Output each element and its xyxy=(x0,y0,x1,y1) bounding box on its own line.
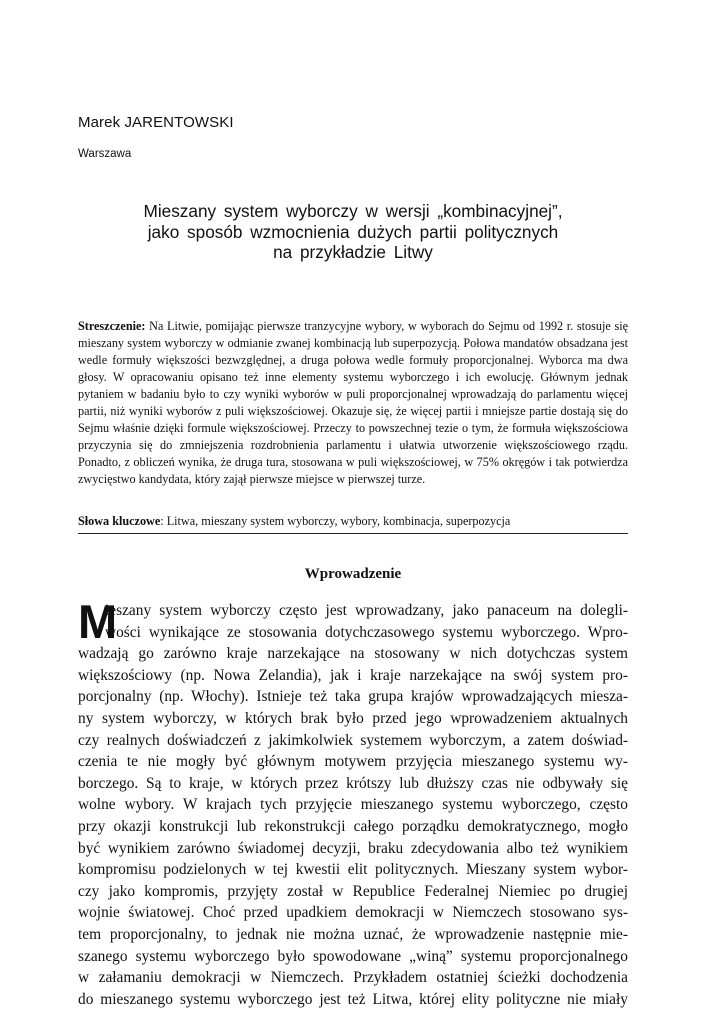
body-line: porcjonalny (np. Włochy). Istnieje też taka grupa krajów wprowadzających miesza- xyxy=(78,688,628,706)
body-line: kompromisu podzielonych w tej kwestii elit politycznych. Mieszany system wybor- xyxy=(78,861,628,879)
body-line: czy jako kompromis, przyjęty został w Republice Federalnej Niemiec po drugiej xyxy=(78,882,628,900)
body-line: ny system wyborczy, w których brak było przed jego wprowadzeniem aktualnych xyxy=(78,709,628,727)
body-line: wolne wybory. W krajach tych przyjęcie mieszanego systemu wyborczego, często xyxy=(78,796,628,814)
body-line: czy realnych doświadczeń z jakimkolwiek systemem wyborczym, a zatem doświad- xyxy=(78,731,629,749)
body-line: tem proporcjonalny, to jednak nie można uznać, że wprowadzenie następnie mie- xyxy=(78,925,629,943)
section-heading: Wprowadzenie xyxy=(304,566,402,582)
author-name: Marek JARENTOWSKI xyxy=(78,114,234,131)
body-line: przy okazji konstrukcji lub rekonstrukcji całego porządku demokratycznego, mogło xyxy=(78,817,629,835)
body-line: być wynikiem zarówno świadomej decyzji, braku zdecydowania albo też wynikiem xyxy=(78,839,628,857)
title-line: Mieszany system wyborczy w wersji „kombinacyjnej”, xyxy=(143,201,563,221)
body-line: wadzają go zarówno kraje narzekające na stosowany w nich dotychczas system xyxy=(78,645,628,663)
title-line: jako sposób wzmocnienia dużych partii politycznych xyxy=(147,221,559,242)
body-line: ieszany system wyborczy często jest wprowadzany, jako panaceum na dolegli- xyxy=(105,602,629,619)
abstract-label: Streszczenie: xyxy=(78,319,146,333)
body-line: w załamaniu demokracji w Niemczech. Przykładem ostatniej ścieżki dochodzenia xyxy=(78,969,628,987)
keywords-text: : Litwa, mieszany system wyborczy, wybory, kombinacja, superpozycja xyxy=(160,514,511,528)
body-line: większościowy (np. Nowa Zelandia), jak i kraje narzekające na swój system pro- xyxy=(78,666,628,684)
body-line: borczego. Są to kraje, w których przez krótszy lub dłuższy czas nie odbywały się xyxy=(78,774,628,792)
keywords-label: Słowa kluczowe xyxy=(78,514,161,528)
body-line: szanego systemu wyborczego było spowodowane „winą” systemu proporcjonalnego xyxy=(78,947,628,965)
body-line: czenia te nie mogły być głównym motywem przyjęcia mieszanego systemu wy- xyxy=(78,753,628,771)
title-line: na przykładzie Litwy xyxy=(273,242,433,262)
body-text xyxy=(78,595,629,1010)
body-line: do mieszanego systemu wyborczego jest też Litwa, której elity polityczne nie miały xyxy=(78,990,628,1008)
abstract xyxy=(78,318,628,488)
author-affiliation: Warszawa xyxy=(78,148,132,160)
keywords xyxy=(78,513,628,530)
body-line: wojnie światowej. Choć przed upadkiem demokracji w Niemczech stosowano sys- xyxy=(78,904,628,922)
drop-cap: M xyxy=(78,595,118,648)
body-line: wości wynikające ze stosowania dotychczasowego systemu wyborczego. Wpro- xyxy=(105,623,628,641)
article-title xyxy=(78,201,628,263)
section-divider xyxy=(78,533,628,534)
abstract-text: Na Litwie, pomijając pierwsze tranzycyjne wybory, w wyborach do Sejmu od 1992 r. stosuje się mieszany system wyborczy w odmianie zwanej kombinacją lub superpozycją. Połowa mandatów obsadzana jest wedle formuły większości bezwzględnej, a druga połowa wedle formuły proporcjonalnej. Wyborca ma dwa głosy. W opracowaniu opisano też inne elementy systemu wyborczego i ich ewolucję. Głównym jednak pytaniem w badaniu było to czy wyniki wyborów w puli proporcjonalnej wprowadzają do parlamentu więcej partii, niż wyniki wyborów z puli większościowej. Okazuje się, że więcej partii i mniejsze partie dostają się do Sejmu właśnie dzięki formule większościowej. Przeczy to powszechnej tezie o tym, że formuła większościowa przyczynia się do zmniejszenia rozdrobnienia parlamentu i ułatwia utworzenie większościowego rządu. Ponadto, z obliczeń wynika, że druga tura, stosowana w puli większościowej, w 75% okręgów i tak potwierdza zwycięstwo kandydata, który zajął pierwsze miejsce w pierwszej turze. xyxy=(78,319,628,486)
